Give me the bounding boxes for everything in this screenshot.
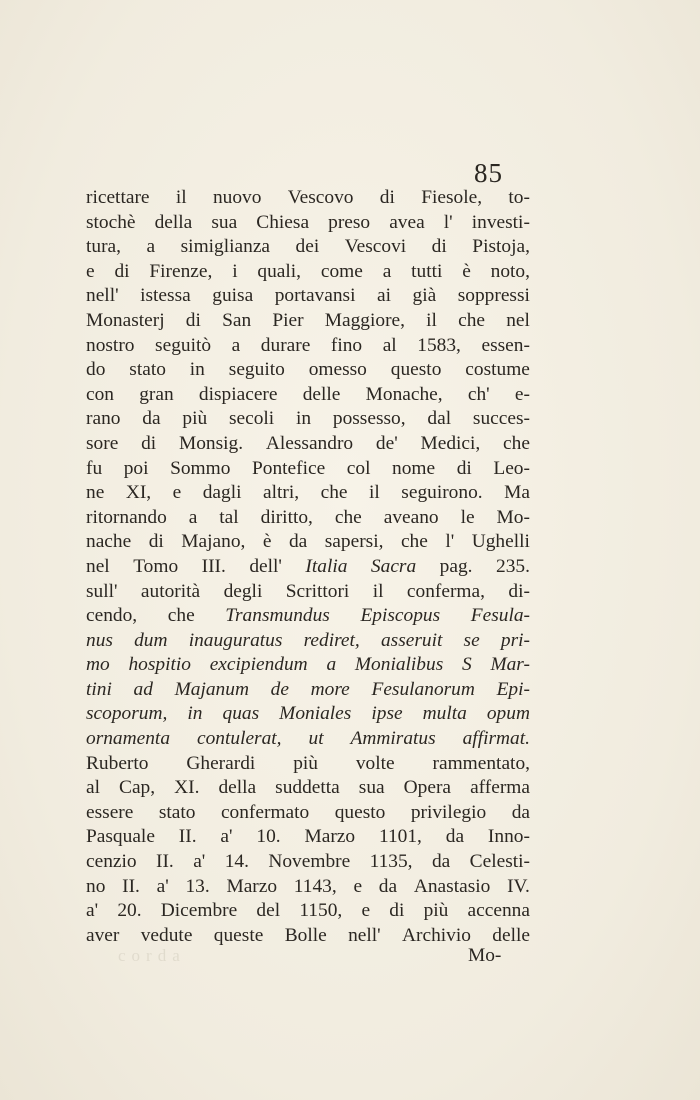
word: Dicembre [160,900,238,922]
text-line [86,211,530,236]
word: degli [223,580,263,602]
word: al [382,334,397,356]
word: quas [222,703,260,725]
word: autorità [140,580,201,602]
word: fino [330,334,363,356]
word: Opera [403,777,452,799]
word: ad [133,678,153,700]
word: affirmat. [462,728,530,750]
text-line [86,702,530,727]
word: dell' [249,555,282,577]
word: che [167,605,195,627]
word: Mar- [490,654,530,676]
word: contulerat, [196,728,282,750]
word: mo [86,654,110,676]
word: a' [156,875,169,897]
word: confermato [220,801,310,823]
word: altri, [263,482,300,504]
word: poi [123,457,149,479]
word: e [361,900,371,922]
word: più [293,752,318,774]
word: fu [86,457,103,479]
word: Pistoja, [472,236,530,258]
word: da [511,801,530,823]
word: Leo- [493,457,530,479]
word: 20. [117,900,142,922]
text-line [86,358,530,383]
text-line [86,432,530,457]
word: essen- [481,334,530,356]
word: con [86,383,114,405]
word: rediret, [303,629,360,651]
word: che [458,309,486,331]
word: è [462,260,471,282]
text-line [86,407,530,432]
word: il [369,482,380,504]
text-line [86,334,530,359]
word: tal [219,506,239,528]
word: tura, [86,236,121,258]
word: nome [392,457,436,479]
word: III. [201,555,226,577]
word: seguitò [155,334,212,356]
word: dei [295,236,320,258]
word: Cap, [119,777,156,799]
word: della [218,777,257,799]
text-line [86,604,530,629]
word: opum [486,703,530,725]
word: ch' [467,383,490,405]
word: di [389,900,405,922]
word: le [460,506,475,528]
word: Sacra [370,555,417,577]
text-line [86,727,530,752]
text-line [86,530,530,555]
word: nache [86,531,132,553]
word: nel [506,309,530,331]
word: 1101, [378,826,422,848]
word: ne [86,482,105,504]
word: a [188,506,198,528]
word: a' [220,826,233,848]
word: preso [328,211,371,233]
word: do [86,359,106,381]
word: dagli [202,482,242,504]
word: al [86,777,100,799]
word: di [379,187,395,208]
word: Monialibus [354,654,444,676]
word: Transmundus [225,605,330,627]
text-line [86,875,530,900]
word: l' [443,211,453,233]
text-line [86,653,530,678]
text-line [86,825,530,850]
text-line [86,284,530,309]
word: Episcopus [360,605,441,627]
word: queste [213,924,264,946]
word: in [295,408,312,430]
word: Ma [504,482,530,504]
word: e [353,875,363,897]
word: il [175,187,187,208]
word: ricettare [86,187,150,208]
word: Fiesole, [421,187,483,208]
text-line [86,481,530,506]
word: essere [86,801,134,823]
word: Monsig. [178,432,244,454]
word: ornamenta [86,728,171,750]
word: Moniales [279,703,352,725]
word: il [426,309,437,331]
word: Archivio [402,924,471,946]
text-line [86,678,530,703]
word: a [146,236,156,258]
word: da [142,408,161,430]
word: Majanum [174,678,249,700]
word: 1143, [293,875,337,897]
word: sapersi, [324,531,384,553]
word: ipse [371,703,403,725]
word: in [189,359,205,381]
word: e- [514,383,530,405]
word: Vescovi [344,236,407,258]
word: 10. [256,826,281,848]
word: rammentato, [432,752,530,774]
word: 14. [224,851,249,873]
word: Ammiratus [350,728,436,750]
word: Pasquale [86,826,155,848]
word: Celesti- [469,851,530,873]
word: aveano [383,506,439,528]
word: il [372,580,384,602]
word: Maggiore, [324,309,405,331]
word: dispiacere [198,383,278,405]
word: se [463,629,480,651]
word: tini [86,678,112,700]
word: nus [86,629,113,651]
word: Ruberto [86,752,149,774]
word: more [310,678,350,700]
word: Chiesa [256,211,310,233]
word: di- [508,580,530,602]
word: nuovo [212,187,262,208]
word: S [462,654,472,676]
word: gran [139,383,174,405]
word: succes- [472,408,530,430]
word: nell' [86,285,119,307]
word: e [86,260,95,282]
word: delle [302,383,341,405]
word: multa [422,703,467,725]
word: afferma [470,777,530,799]
word: Fesulanorum [371,678,475,700]
word: istessa [140,285,191,307]
word: come [320,260,363,282]
text-line [86,850,530,875]
word: soppressi [457,285,530,307]
word: 13. [185,875,210,897]
word: noto, [490,260,530,282]
word: accenna [467,900,530,922]
word: sore [86,432,119,454]
word: ut [308,728,324,750]
word: II. [156,851,174,873]
word: l' [445,531,455,553]
word: delle [492,924,530,946]
word: Vescovo [287,187,354,208]
word: Anastasio [413,875,491,897]
word: Marzo [226,875,278,897]
text-line [86,186,530,211]
word: de [270,678,289,700]
word: Tomo [133,555,179,577]
word: inauguratus [188,629,283,651]
word: che [400,531,428,553]
text-line [86,924,530,949]
word: Mo- [496,506,530,528]
word: a [382,260,392,282]
text-line [86,752,530,777]
word: durare [260,334,311,356]
word: seguirono. [401,482,483,504]
word: in [187,703,203,725]
word: questo [334,801,386,823]
word: suddetta [275,777,340,799]
word: avea [389,211,425,233]
word: Medici, [420,432,481,454]
word: dum [134,629,168,651]
word: Pier [272,309,304,331]
word: ritornando [86,506,167,528]
word: portavansi [274,285,356,307]
text-line [86,580,530,605]
word: sua [358,777,385,799]
word: secoli [228,408,275,430]
word: i [232,260,238,282]
text-line [86,309,530,334]
word: di [185,309,201,331]
word: a [326,654,337,676]
word: XI, [125,482,152,504]
text-line [86,235,530,260]
word: simiglianza [180,236,271,258]
text-line [86,629,530,654]
word: guisa [212,285,254,307]
word: 1583, [417,334,461,356]
text-line [86,555,530,580]
word: pri- [500,629,530,651]
word: ai [377,285,391,307]
word: 235. [496,555,530,577]
text-line [86,260,530,285]
word: Italia [305,555,348,577]
word: sua [211,211,238,233]
word: privilegio [410,801,487,823]
word: Inno- [487,826,530,848]
word: che [334,506,362,528]
word: rano [86,408,121,430]
word: Monasterj [86,309,165,331]
word: costume [465,359,530,381]
page-number: 85 [474,158,503,188]
word: no [86,875,106,897]
word: XI. [174,777,200,799]
word: II. [178,826,197,848]
word: Majano, [181,531,246,553]
word: Sommo [170,457,231,479]
word: da [288,531,308,553]
word: di [141,432,157,454]
word: sull' [86,580,118,602]
word: di [148,531,164,553]
word: conferma, [406,580,485,602]
word: di [456,457,472,479]
word: e [172,482,182,504]
word: da [445,826,465,848]
word: pag. [439,555,473,577]
word: vedute [140,924,193,946]
bleed-through-text: corda [118,946,186,965]
word: quali, [257,260,302,282]
word: diritto, [260,506,313,528]
word: Marzo [304,826,356,848]
text-line [86,899,530,924]
word: volte [355,752,395,774]
word: più [423,900,449,922]
text-line [86,776,530,801]
word: de' [375,432,398,454]
word: dal [427,408,452,430]
word: col [346,457,371,479]
word: Firenze, [149,260,213,282]
word: 1135, [369,851,413,873]
word: investi- [471,211,530,233]
body-text [86,186,530,948]
catchword: Mo- [468,945,502,966]
word: della [154,211,193,233]
word: più [182,408,208,430]
word: hospitio [128,654,191,676]
word: excipiendum [209,654,308,676]
word: omesso [308,359,367,381]
word: scoporum, [86,703,168,725]
word: già [412,285,437,307]
word: aver [86,924,120,946]
text-line [86,383,530,408]
word: Pontefice [251,457,326,479]
word: seguito [228,359,285,381]
word: a' [86,900,99,922]
word: Ughelli [471,531,530,553]
word: nel [86,555,110,577]
text-line [86,457,530,482]
word: Novembre [268,851,351,873]
word: Bolle [284,924,327,946]
word: Gherardi [186,752,256,774]
word: Alessandro [265,432,354,454]
word: che [320,482,348,504]
word: Monache, [365,383,443,405]
word: da [378,875,398,897]
word: stato [129,359,166,381]
word: possesso, [332,408,406,430]
word: a' [193,851,206,873]
word: nostro [86,334,135,356]
word: Fesula- [470,605,530,627]
word: da [431,851,451,873]
text-line [86,801,530,826]
word: to- [508,187,530,208]
word: è [262,531,272,553]
word: asseruit [380,629,443,651]
word: Epi- [496,678,530,700]
word: a [231,334,241,356]
word: 1150, [299,900,343,922]
word: cendo, [86,605,138,627]
word: di [114,260,130,282]
word: di [431,236,447,258]
word: tutti [411,260,443,282]
word: stochè [86,211,136,233]
word: cenzio [86,851,137,873]
word: stato [158,801,196,823]
word: del [256,900,281,922]
text-line [86,506,530,531]
word: che [503,432,530,454]
word: II. [122,875,140,897]
word: IV. [507,875,530,897]
word: Scrittori [285,580,350,602]
word: nell' [348,924,381,946]
word: San [222,309,252,331]
word: questo [390,359,442,381]
